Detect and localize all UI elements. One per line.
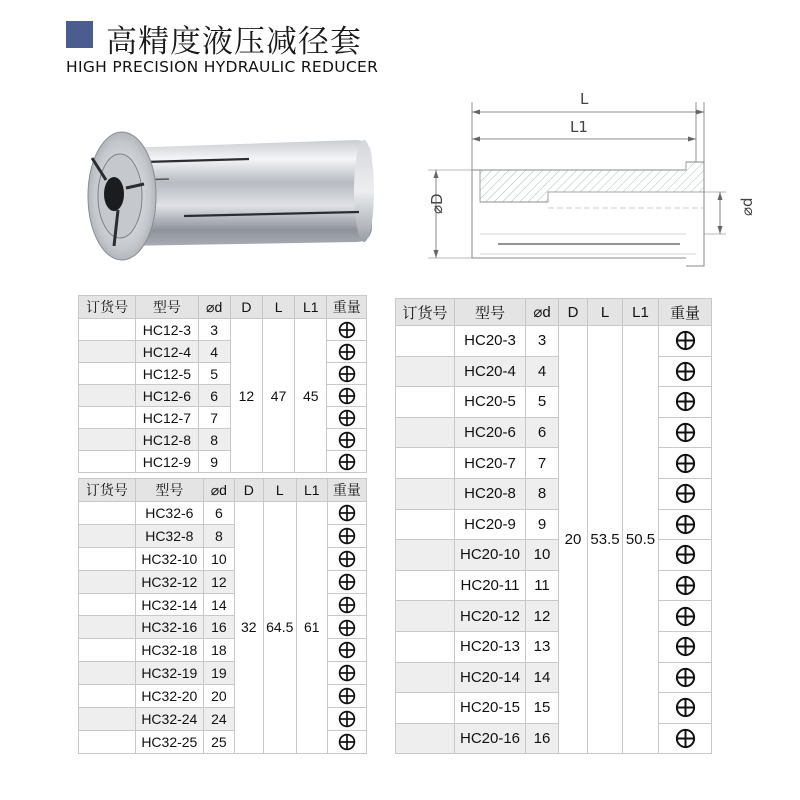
product-photo <box>74 118 384 278</box>
bore-diameter-cell: 10 <box>526 540 559 571</box>
circle-plus-icon <box>675 422 696 443</box>
length-header: L <box>263 479 296 502</box>
model-cell: HC20-15 <box>455 693 526 724</box>
order-no-cell <box>396 326 455 357</box>
length-l1-header: L1 <box>296 479 327 502</box>
circle-plus-icon <box>338 365 356 383</box>
order-no-cell <box>79 593 136 616</box>
model-cell: HC20-6 <box>455 417 526 448</box>
order-no-cell <box>79 616 136 639</box>
model-cell: HC32-24 <box>135 708 203 731</box>
circle-plus-icon <box>338 733 356 751</box>
model-cell: HC32-19 <box>135 662 203 685</box>
length-header: L <box>588 299 623 326</box>
table-row <box>396 448 712 479</box>
order-no-cell <box>79 547 136 570</box>
order-no-cell <box>79 570 136 593</box>
bore-diameter-cell: 19 <box>203 662 234 685</box>
order-no-cell <box>79 341 136 363</box>
order-no-header: 订货号 <box>396 299 455 326</box>
bore-diameter-cell: 7 <box>198 407 230 429</box>
order-no-cell <box>396 693 455 724</box>
circle-plus-icon <box>675 483 696 504</box>
weight-cell <box>659 723 712 754</box>
bore-diameter-cell: 6 <box>198 385 230 407</box>
bore-diameter-cell: 10 <box>203 547 234 570</box>
model-cell: HC12-5 <box>136 363 198 385</box>
order-no-cell <box>79 502 136 525</box>
model-cell: HC20-4 <box>455 356 526 387</box>
circle-plus-icon <box>338 573 356 591</box>
bore-diameter-cell: 12 <box>526 601 559 632</box>
order-no-cell <box>79 730 136 753</box>
bore-diameter-cell: 24 <box>203 708 234 731</box>
table-row <box>396 631 712 662</box>
bore-diameter-cell: 16 <box>203 616 234 639</box>
circle-plus-icon <box>675 697 696 718</box>
bore-diameter-cell: 25 <box>203 730 234 753</box>
length-cell: 53.5 <box>588 326 623 754</box>
order-no-cell <box>396 570 455 601</box>
weight-cell <box>327 547 366 570</box>
length-l1-header: L1 <box>295 296 327 319</box>
weight-cell <box>659 387 712 418</box>
circle-plus-icon <box>338 321 356 339</box>
bore-diameter-header: ⌀d <box>203 479 234 502</box>
circle-plus-icon <box>338 431 356 449</box>
table-row <box>79 502 367 525</box>
bore-diameter-cell: 13 <box>526 631 559 662</box>
bore-diameter-cell: 9 <box>198 451 230 473</box>
table-row <box>396 326 712 357</box>
table-row <box>396 417 712 448</box>
circle-plus-icon <box>338 687 356 705</box>
order-no-cell <box>396 387 455 418</box>
table-row <box>396 356 712 387</box>
order-no-cell <box>396 723 455 754</box>
model-cell: HC32-16 <box>135 616 203 639</box>
table-row <box>396 540 712 571</box>
order-no-cell <box>396 478 455 509</box>
order-no-cell <box>79 662 136 685</box>
weight-cell <box>659 570 712 601</box>
weight-cell <box>327 524 366 547</box>
model-header: 型号 <box>135 479 203 502</box>
model-cell: HC20-13 <box>455 631 526 662</box>
circle-plus-icon <box>338 710 356 728</box>
spec-table-hc20 <box>395 298 712 754</box>
model-cell: HC12-6 <box>136 385 198 407</box>
bore-diameter-cell: 14 <box>203 593 234 616</box>
weight-cell <box>659 356 712 387</box>
circle-plus-icon <box>338 550 356 568</box>
order-no-cell <box>396 417 455 448</box>
weight-header: 重量 <box>327 479 366 502</box>
weight-cell <box>327 708 366 731</box>
model-cell: HC32-6 <box>135 502 203 525</box>
bore-diameter-cell: 18 <box>203 639 234 662</box>
table-row <box>396 693 712 724</box>
weight-cell <box>327 730 366 753</box>
weight-cell <box>327 363 367 385</box>
length-l1-cell: 45 <box>295 319 327 473</box>
order-no-cell <box>79 451 136 473</box>
order-no-cell <box>79 685 136 708</box>
weight-cell <box>327 502 366 525</box>
table-row <box>396 478 712 509</box>
circle-plus-icon <box>675 667 696 688</box>
model-cell: HC32-10 <box>135 547 203 570</box>
order-no-cell <box>396 631 455 662</box>
bore-diameter-header: ⌀d <box>526 299 559 326</box>
outer-diameter-header: D <box>234 479 263 502</box>
bore-diameter-cell: 5 <box>198 363 230 385</box>
circle-plus-icon <box>675 575 696 596</box>
bore-diameter-cell: 12 <box>203 570 234 593</box>
weight-cell <box>327 451 367 473</box>
model-cell: HC20-12 <box>455 601 526 632</box>
order-no-header: 订货号 <box>79 479 136 502</box>
model-cell: HC20-11 <box>455 570 526 601</box>
outer-diameter-header: D <box>559 299 588 326</box>
weight-cell <box>659 662 712 693</box>
outer-diameter-cell: 12 <box>230 319 262 473</box>
model-cell: HC20-16 <box>455 723 526 754</box>
order-no-cell <box>79 429 136 451</box>
table-row <box>396 662 712 693</box>
weight-cell <box>327 616 366 639</box>
weight-cell <box>327 429 367 451</box>
weight-cell <box>327 341 367 363</box>
page-title-en: HIGH PRECISION HYDRAULIC REDUCER <box>66 58 379 76</box>
table-row <box>396 509 712 540</box>
model-cell: HC32-20 <box>135 685 203 708</box>
circle-plus-icon <box>338 504 356 522</box>
weight-cell <box>327 662 366 685</box>
outer-diameter-header: D <box>230 296 262 319</box>
model-cell: HC12-4 <box>136 341 198 363</box>
weight-cell <box>659 693 712 724</box>
order-no-cell <box>396 448 455 479</box>
bore-diameter-cell: 9 <box>526 509 559 540</box>
circle-plus-icon <box>675 544 696 565</box>
circle-plus-icon <box>338 641 356 659</box>
circle-plus-icon <box>338 387 356 405</box>
model-cell: HC20-14 <box>455 662 526 693</box>
order-no-cell <box>396 662 455 693</box>
order-no-cell <box>79 524 136 547</box>
bore-diameter-cell: 11 <box>526 570 559 601</box>
model-cell: HC32-14 <box>135 593 203 616</box>
bore-diameter-cell: 8 <box>198 429 230 451</box>
model-header: 型号 <box>136 296 198 319</box>
bore-diameter-cell: 20 <box>203 685 234 708</box>
length-l1-cell: 61 <box>296 502 327 754</box>
model-cell: HC32-18 <box>135 639 203 662</box>
weight-cell <box>327 319 367 341</box>
order-no-cell <box>396 540 455 571</box>
order-no-cell <box>79 708 136 731</box>
model-cell: HC32-25 <box>135 730 203 753</box>
model-cell: HC12-7 <box>136 407 198 429</box>
weight-cell <box>327 593 366 616</box>
order-no-cell <box>396 601 455 632</box>
order-no-cell <box>79 363 136 385</box>
circle-plus-icon <box>675 728 696 749</box>
circle-plus-icon <box>338 343 356 361</box>
length-cell: 64.5 <box>263 502 296 754</box>
model-cell: HC32-12 <box>135 570 203 593</box>
order-no-cell <box>396 509 455 540</box>
bore-diameter-cell: 4 <box>198 341 230 363</box>
order-no-cell <box>79 385 136 407</box>
order-no-header: 订货号 <box>79 296 136 319</box>
weight-header: 重量 <box>659 299 712 326</box>
circle-plus-icon <box>675 453 696 474</box>
order-no-cell <box>79 407 136 429</box>
model-cell: HC12-8 <box>136 429 198 451</box>
table-row <box>396 387 712 418</box>
bore-diameter-cell: 5 <box>526 387 559 418</box>
model-cell: HC12-3 <box>136 319 198 341</box>
model-cell: HC20-10 <box>455 540 526 571</box>
table-row <box>79 319 367 341</box>
weight-cell <box>659 631 712 662</box>
model-cell: HC20-7 <box>455 448 526 479</box>
page-title-cn: 高精度液压减径套 <box>106 24 362 60</box>
bore-diameter-cell: 7 <box>526 448 559 479</box>
model-cell: HC20-8 <box>455 478 526 509</box>
circle-plus-icon <box>338 596 356 614</box>
circle-plus-icon <box>338 409 356 427</box>
bore-diameter-cell: 3 <box>198 319 230 341</box>
model-cell: HC20-3 <box>455 326 526 357</box>
dim-label-d: ⌀d <box>738 197 756 216</box>
bore-diameter-cell: 3 <box>526 326 559 357</box>
circle-plus-icon <box>675 330 696 351</box>
table-row <box>396 570 712 601</box>
technical-drawing <box>408 84 756 274</box>
weight-cell <box>327 385 367 407</box>
dim-label-L1: L1 <box>570 118 588 136</box>
outer-diameter-cell: 32 <box>234 502 263 754</box>
weight-cell <box>327 570 366 593</box>
circle-plus-icon <box>675 361 696 382</box>
circle-plus-icon <box>338 527 356 545</box>
outer-diameter-cell: 20 <box>559 326 588 754</box>
length-l1-header: L1 <box>623 299 659 326</box>
circle-plus-icon <box>675 514 696 535</box>
bore-diameter-cell: 14 <box>526 662 559 693</box>
weight-cell <box>659 448 712 479</box>
bore-diameter-cell: 4 <box>526 356 559 387</box>
weight-cell <box>659 601 712 632</box>
bore-diameter-cell: 8 <box>203 524 234 547</box>
weight-cell <box>327 685 366 708</box>
weight-header: 重量 <box>327 296 367 319</box>
bore-diameter-header: ⌀d <box>198 296 230 319</box>
length-header: L <box>262 296 294 319</box>
weight-cell <box>327 407 367 429</box>
order-no-cell <box>79 319 136 341</box>
weight-cell <box>659 326 712 357</box>
bore-diameter-cell: 8 <box>526 478 559 509</box>
bore-diameter-cell: 6 <box>526 417 559 448</box>
length-l1-cell: 50.5 <box>623 326 659 754</box>
length-cell: 47 <box>262 319 294 473</box>
circle-plus-icon <box>338 664 356 682</box>
spec-table-hc12 <box>78 295 367 473</box>
circle-plus-icon <box>675 636 696 657</box>
weight-cell <box>659 509 712 540</box>
model-cell: HC32-8 <box>135 524 203 547</box>
order-no-cell <box>396 356 455 387</box>
bore-diameter-cell: 15 <box>526 693 559 724</box>
model-cell: HC12-9 <box>136 451 198 473</box>
title-accent-square <box>66 21 93 48</box>
circle-plus-icon <box>675 391 696 412</box>
circle-plus-icon <box>675 606 696 627</box>
dim-label-D: ⌀D <box>428 193 446 214</box>
bore-diameter-cell: 6 <box>203 502 234 525</box>
weight-cell <box>327 639 366 662</box>
weight-cell <box>659 478 712 509</box>
table-row <box>396 601 712 632</box>
order-no-cell <box>79 639 136 662</box>
bore-diameter-cell: 16 <box>526 723 559 754</box>
circle-plus-icon <box>338 453 356 471</box>
model-header: 型号 <box>455 299 526 326</box>
weight-cell <box>659 540 712 571</box>
table-row <box>396 723 712 754</box>
weight-cell <box>659 417 712 448</box>
model-cell: HC20-9 <box>455 509 526 540</box>
circle-plus-icon <box>338 619 356 637</box>
dim-label-L: L <box>580 90 589 108</box>
model-cell: HC20-5 <box>455 387 526 418</box>
spec-table-hc32 <box>78 478 367 754</box>
